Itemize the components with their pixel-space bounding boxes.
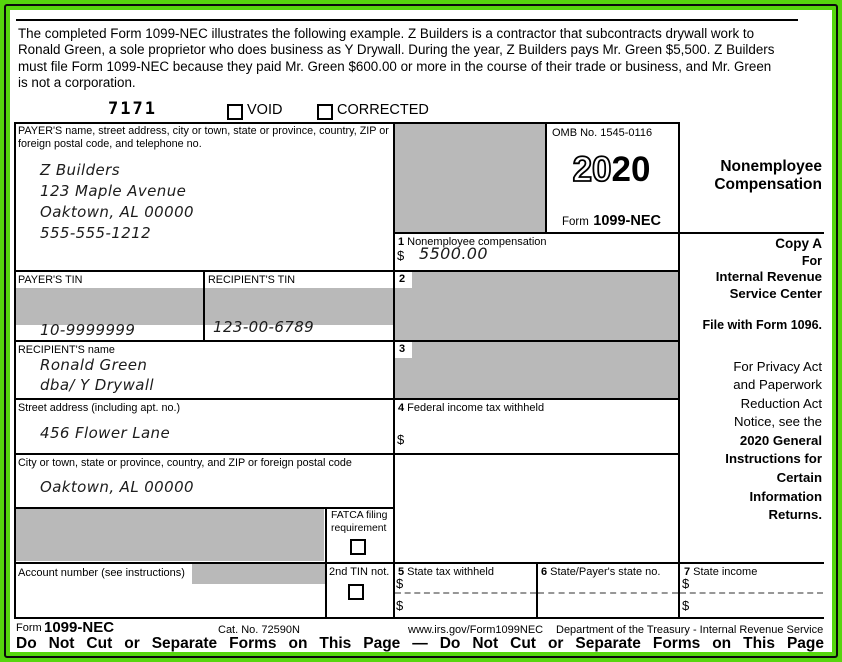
dashed-divider xyxy=(680,592,823,594)
shaded-band xyxy=(16,509,324,561)
divider-line xyxy=(16,19,798,21)
dashed-divider xyxy=(395,592,536,594)
form-number: 1099-NEC xyxy=(593,213,661,229)
box6-number: 6 xyxy=(541,566,548,578)
payer-label: PAYER'S name, street address, city or town, state or province, country, ZIP or foreign postal code, and telephone no. xyxy=(18,125,389,150)
footer-form-word: Form xyxy=(16,622,42,634)
privacy-line-bold: Returns. xyxy=(768,507,822,523)
shaded-box-top xyxy=(395,124,545,232)
recipient-name-value: Ronald Green xyxy=(40,356,148,374)
second-tin-checkbox[interactable] xyxy=(348,584,364,600)
tax-year xyxy=(545,150,678,190)
form-title-line1: Nonemployee xyxy=(720,158,822,175)
divider-line xyxy=(14,562,824,564)
box5-label: State tax withheld xyxy=(407,566,494,578)
box7-number: 7 xyxy=(684,566,691,578)
divider-line xyxy=(14,617,824,619)
recipient-tin-label: RECIPIENT'S TIN xyxy=(208,274,296,286)
divider-line xyxy=(14,122,16,619)
do-not-cut-warning: Do Not Cut or Separate Forms on This Page — Do Not Cut or Separate Forms on This Page xyxy=(16,635,824,652)
fatca-label: FATCA filing requirement xyxy=(331,510,388,534)
privacy-line-bold: Instructions for xyxy=(725,451,822,467)
divider-line xyxy=(325,507,327,617)
divider-line xyxy=(14,340,678,342)
omb-number: OMB No. 1545-0116 xyxy=(552,127,653,139)
privacy-line: Reduction Act xyxy=(740,395,822,411)
street-address-value: 456 Flower Lane xyxy=(40,424,171,442)
intro-line: must file Form 1099-NEC because they paid Mr. Green $600.00 or more in the course of their trade or business, and Mr. Green xyxy=(18,58,772,74)
void-label: VOID xyxy=(247,102,283,118)
recipient-name-label: RECIPIENT'S name xyxy=(18,344,115,356)
box7-label: State income xyxy=(693,566,758,578)
box1-number: 1 xyxy=(398,236,405,248)
corrected-label: CORRECTED xyxy=(337,102,429,118)
fatca-checkbox[interactable] xyxy=(350,539,366,555)
privacy-line: and Paperwork xyxy=(733,377,822,393)
payer-tin-label: PAYER'S TIN xyxy=(18,274,83,286)
divider-line xyxy=(536,562,538,617)
box7-dollar-sign-2: $ xyxy=(682,598,690,613)
intro-line: is not a corporation. xyxy=(18,74,136,90)
privacy-line-bold: 2020 General xyxy=(739,432,822,448)
copy-a-block xyxy=(680,236,822,525)
intro-paragraph xyxy=(18,26,774,91)
corrected-checkbox[interactable] xyxy=(317,104,333,120)
form-title-line2: Compensation xyxy=(714,175,822,193)
form-word: Form xyxy=(562,216,589,228)
box3-number: 3 xyxy=(399,343,406,355)
copy-a-line: Internal Revenue xyxy=(715,269,822,284)
box1-value: 5500.00 xyxy=(419,244,488,263)
account-number-shade xyxy=(192,563,325,584)
dashed-divider xyxy=(538,592,678,594)
divider-line xyxy=(14,398,678,400)
box5-dollar-sign-2: $ xyxy=(396,598,404,613)
account-number-label: Account number (see instructions) xyxy=(18,567,185,579)
box5-number: 5 xyxy=(398,566,405,578)
copy-a-line: Service Center xyxy=(729,285,822,301)
privacy-line: For Privacy Act xyxy=(733,358,822,374)
box5-dollar-sign-1: $ xyxy=(396,576,404,591)
form-code: 7171 xyxy=(108,99,157,119)
shaded-box-3 xyxy=(395,342,678,398)
payer-street-value: 123 Maple Avenue xyxy=(40,182,187,200)
divider-line xyxy=(203,270,205,342)
divider-line xyxy=(14,453,678,455)
box4-dollar-sign: $ xyxy=(397,432,405,447)
copy-a-line: For xyxy=(801,253,822,268)
intro-line: The completed Form 1099-NEC illustrates the following example. Z Builders is a contractor that subcontracts drywall work to xyxy=(18,26,755,41)
second-tin-label: 2nd TIN not. xyxy=(329,566,390,578)
divider-line xyxy=(393,232,824,234)
payer-tin-shade xyxy=(16,288,203,325)
footer-form-number: 1099-NEC xyxy=(44,619,115,636)
privacy-line-bold: Information xyxy=(749,488,822,504)
irs-url: www.irs.gov/Form1099NEC xyxy=(408,624,544,636)
street-address-label: Street address (including apt. no.) xyxy=(18,402,181,414)
privacy-line: Notice, see the xyxy=(734,414,822,430)
divider-line xyxy=(393,122,395,619)
cat-number: Cat. No. 72590N xyxy=(218,624,300,636)
box1-dollar-sign: $ xyxy=(397,248,405,263)
box2-number: 2 xyxy=(399,273,406,285)
box7-dollar-sign-1: $ xyxy=(682,576,690,591)
omb-form-name xyxy=(545,212,678,230)
void-checkbox[interactable] xyxy=(227,104,243,120)
payer-phone-value: 555-555-1212 xyxy=(40,224,152,242)
copy-a-line: Copy A xyxy=(775,236,822,251)
divider-line xyxy=(14,507,393,509)
file-with-note: File with Form 1096. xyxy=(702,318,822,332)
form-title xyxy=(660,158,822,193)
payer-tin-value: 10-9999999 xyxy=(40,321,136,339)
treasury-department-label: Department of the Treasury - Internal Revenue Service xyxy=(556,624,824,636)
divider-line xyxy=(14,122,680,124)
box6-label: State/Payer's state no. xyxy=(550,566,661,578)
recipient-dba-value: dba/ Y Drywall xyxy=(40,376,154,394)
intro-line: Ronald Green, a sole proprietor who does business as Y Drywall. During the year, Z Builders pays Mr. Green $5,500. Z Builders xyxy=(18,42,775,58)
tax-year-outline: 20 xyxy=(572,150,612,189)
city-value: Oaktown, AL 00000 xyxy=(40,478,194,496)
shaded-box-2 xyxy=(395,272,678,340)
recipient-tin-value: 123-00-6789 xyxy=(213,318,315,336)
box4-number: 4 xyxy=(398,402,405,414)
divider-line xyxy=(14,270,678,272)
payer-name-value: Z Builders xyxy=(40,161,120,179)
box1-label: Nonemployee compensation xyxy=(407,236,547,248)
box4-label: Federal income tax withheld xyxy=(407,402,545,414)
payer-city-value: Oaktown, AL 00000 xyxy=(40,203,194,221)
privacy-notice xyxy=(680,358,822,525)
privacy-line-bold: Certain xyxy=(776,470,822,486)
city-label: City or town, state or province, country, and ZIP or foreign postal code xyxy=(18,457,352,469)
tax-year-solid: 20 xyxy=(611,150,651,189)
